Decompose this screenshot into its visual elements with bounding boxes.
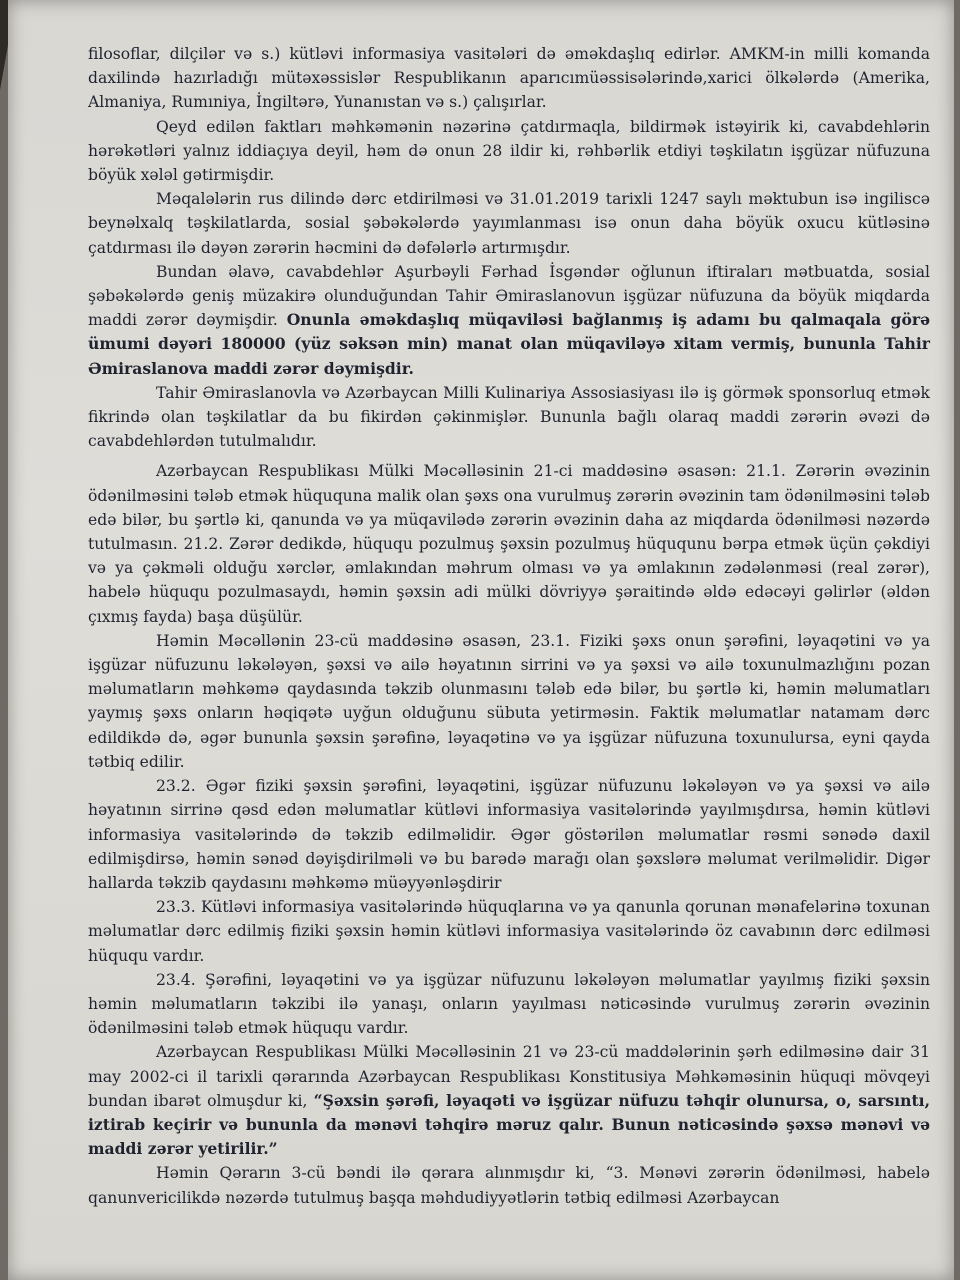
document-body	[88, 42, 930, 1210]
paragraph-4	[88, 260, 930, 381]
paragraph-5: Tahir Əmiraslanovla və Azərbaycan Milli Kulinariya Assosiasiyası ilə iş görmək sponsorluq etmək fikrində olan təşkilatlar da bu fikirdən çəkinmişlər. Bununla bağlı olaraq maddi zərərin əvəzi də cavabdehlərdən tutulmalıdır.	[88, 383, 930, 451]
document-page	[8, 0, 954, 1280]
paragraph-7: Həmin Məcəllənin 23-cü maddəsinə əsasən, 23.1. Fiziki şəxs onun şərəfini, ləyaqətini və ya işgüzar nüfuzunu ləkələyən, şəxsi və ailə həyatının sirrini və ya şəxsi və ailə toxunulmazlığını pozan məlumatların məhkəmə qaydasında təkzib olunmasını tələb edə bilər, bu şərtlə ki, həmin məlumatları yaymış şəxs onların həqiqətə uyğun olduğunu sübuta yetirməsin. Faktik məlumatlar natamam dərc edildikdə də, əgər bununla şəxsin şərəfinə, ləyaqətinə və ya işgüzar nüfuzuna toxunulursa, eyni qayda tətbiq edilir.	[88, 631, 930, 771]
paragraph-4-normal: Bundan əlavə, cavabdehlər Aşurbəyli Fərhad İsgəndər oğlunun iftiraları mətbuatda, sosial şəbəkələrdə geniş müzakirə olunduğundan Tahir Əmiraslanovun işgüzar nüfuzuna da böyük miqdarda maddi zərər dəymişdir.	[88, 262, 930, 330]
paragraph-2: Qeyd edilən faktları məhkəmənin nəzərinə çatdırmaqla, bildirmək istəyirik ki, cavabdehlərin hərəkətləri yalnız iddiaçıya deyil, həm də onun 28 ildir ki, rəhbərlik etdiyi təşkilatın işgüzar nüfuzuna böyük xələl gətirmişdir.	[88, 117, 930, 185]
paragraph-6: Azərbaycan Respublikası Mülki Məcəlləsinin 21-ci maddəsinə əsasən: 21.1. Zərərin əvəzinin ödənilməsini tələb etmək hüququna malik olan şəxs ona vurulmuş zərərin əvəzinin tam ödənilməsini tələb edə bilər, bu şərtlə ki, qanunda və ya müqavilədə zərərin əvəzinin daha az miqdarda ödənilməsi nəzərdə tutulmasın. 21.2. Zərər dedikdə, hüququ pozulmuş şəxsin pozulmuş hüququnu bərpa etmək üçün çəkdiyi və ya çəkməli olduğu xərclər, əmlakından məhrum olması və ya əmlakının zədələnməsi (real zərər), habelə hüququ pozulmasaydı, həmin şəxsin adi mülki dövriyyə şəraitində əldə edəcəyi gəlirlər (əldən çıxmış fayda) başa düşülür.	[88, 462, 930, 626]
paragraph-11-bold: “Şəxsin şərəfi, ləyaqəti və işgüzar nüfuzu təhqir olunursa, o, sarsıntı, iztirab keçirir və bununla da mənəvi təhqirə məruz qalır. Bunun nəticəsində şəxsə mənəvi və maddi zərər yetirilir.”	[88, 1090, 930, 1159]
paragraph-1: filosoflar, dilçilər və s.) kütləvi informasiya vasitələri də əməkdaşlıq edirlər. AMKM-in milli komanda daxilində hazırladığı mütəxəssislər Respublikanın aparıcımüəssisələrində,xarici ölkələrdə (Amerika, Almaniya, Rumıniya, İngiltərə, Yunanıstan və s.) çalışırlar.	[88, 45, 930, 112]
paragraph-3: Məqalələrin rus dilində dərc etdirilməsi və 31.01.2019 tarixli 1247 saylı məktubun isə ingiliscə beynəlxalq təşkilatlarda, sosial şəbəkələrdə yayımlanması isə onun daha böyük oxucu kütləsinə çatdırması ilə dəyən zərərin həcmini də dəfələrlə artırmışdır.	[88, 190, 930, 257]
paragraph-12: Həmin Qərarın 3-cü bəndi ilə qərara alınmışdır ki, “3. Mənəvi zərərin ödənilməsi, habelə qanunvericilikdə nəzərdə tutulmuş başqa məhdudiyyətlərin tətbiq edilməsi Azərbaycan	[88, 1164, 930, 1207]
paragraph-8: 23.2. Əgər fiziki şəxsin şərəfini, ləyaqətini, işgüzar nüfuzunu ləkələyən və ya şəxsi və ailə həyatının sirrinə qəsd edən məlumatlar kütləvi informasiya vasitələrində yayılmışdırsa, həmin kütləvi informasiya vasitələrində də təkzib edilməlidir. Əgər göstərilən məlumatlar rəsmi sənədə daxil edilmişdirsə, həmin sənəd dəyişdirilməli və bu barədə marağı olan şəxslərə məlumat verilməlidir. Digər hallarda təkzib qaydasını məhkəmə müəyyənləşdirir	[88, 777, 930, 892]
paragraph-10: 23.4. Şərəfini, ləyaqətini və ya işgüzar nüfuzunu ləkələyən məlumatlar yayılmış fiziki şəxsin həmin məlumatların təkzibi ilə yanaşı, onların yayılması nəticəsində vurulmuş zərərin əvəzinin ödənilməsini tələb etmək hüququ vardır.	[88, 970, 930, 1038]
paragraph-9: 23.3. Kütləvi informasiya vasitələrində hüquqlarına və ya qanunla qorunan mənafelərinə toxunan məlumatlar dərc edilmiş fiziki şəxsin həmin kütləvi informasiya vasitələrində öz cavabının dərc edilməsi hüququ vardır.	[88, 898, 930, 965]
paragraph-4-bold: Onunla əməkdaşlıq müqaviləsi bağlanmış iş adamı bu qalmaqala görə ümumi dəyəri 180000 (yüz səksən min) manat olan müqaviləyə xitam vermiş, bununla Tahir Əmiraslanova maddi zərər dəymişdir.	[88, 310, 930, 378]
paragraph-11-normal: Azərbaycan Respublikası Mülki Məcəlləsinin 21 və 23-cü maddələrinin şərh edilməsinə dair 31 may 2002-ci il tarixli qərarında Azərbaycan Respublikası Konstitusiya Məhkəməsinin hüquqi mövqeyi bundan ibarət olmuşdur ki,	[88, 1043, 930, 1110]
paragraph-11	[88, 1040, 930, 1161]
